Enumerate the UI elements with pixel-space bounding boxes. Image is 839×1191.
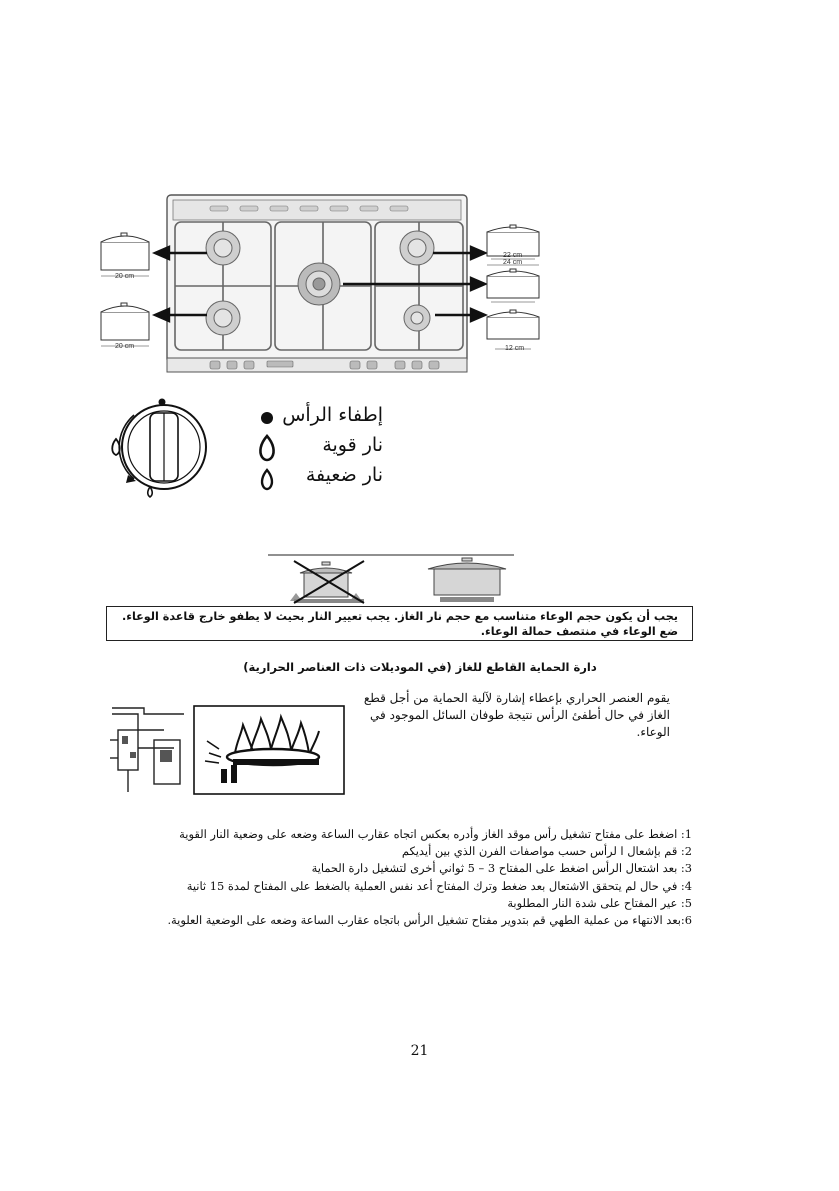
legend-low [258, 464, 398, 492]
dim-label-right-bottom: 12 cm [505, 345, 525, 352]
step-4: 4: في حال لم يتحقق الاشتعال بعد ضغط وترك المفتاح أعد نفس العملية بالضغط على المفتاح لمدة 15 ثانية [186, 878, 692, 893]
dim-label-left-bottom: 20 cm [115, 343, 135, 350]
operating-steps [110, 826, 692, 929]
legend-off [258, 404, 398, 432]
dim-label-right-a: 22 cm [503, 252, 523, 259]
step-1: 1: اضغط على مفتاح تشغيل رأس موقد الغاز وأدره بعكس اتجاه عقارب الساعة وضعه على وضعية النار القوية [179, 827, 692, 841]
thermocouple-description: يقوم العنصر الحراري بإعطاء إشارة لآلية الحماية من أجل قطع الغاز في حال أطفئ الرأس نتيجة طوفان السائل الموجود في الوعاء. [363, 691, 670, 739]
section-title: دارة الحماية القاطع للغاز (في الموديلات ذات العناصر الحرارية) [243, 660, 597, 674]
legend-low-label: نار ضعيفة [305, 464, 383, 486]
pot-size-illustration [268, 553, 514, 605]
control-knob-illustration [106, 395, 216, 500]
step-5: 5: عير المفتاح على شدة النار المطلوبة [507, 895, 692, 910]
page-number: 21 [410, 1043, 429, 1059]
large-flame-icon [258, 434, 276, 462]
step-6: 6:بعد الانتهاء من عملية الطهي قم بتدوير مفتاح تشغيل الرأس باتجاه عقارب الساعة وضعه على الوضعية العلوية. [167, 913, 692, 928]
filled-dot-icon [258, 404, 276, 430]
thermocouple-cross-section [104, 700, 190, 795]
legend-high-label: نار قوية [322, 434, 383, 456]
legend-high [258, 434, 398, 462]
legend-off-label: إطفاء الرأس [282, 404, 383, 426]
burner-flame-illustration [193, 705, 345, 795]
step-2: 2: قم بإشعال ا لرأس حسب مواصفات الفرن الذي بين أيديكم [401, 844, 692, 859]
pot-size-warning: يجب أن يكون حجم الوعاء متناسب مع حجم نار الغاز. يجب تعيير النار بحيث لا يطفو خارج قاعدة الوعاء. ضع الوعاء في منتصف حمالة الوعاء. [106, 606, 693, 641]
dim-label-right-b: 24 cm [503, 259, 523, 266]
dim-label-left-top: 20 cm [115, 273, 135, 280]
step-3: 3: بعد اشتعال الرأس اضغط على المفتاح 3 – 5 ثواني أخرى لتشغيل دارة الحماية [311, 861, 692, 876]
hob-diagram [95, 190, 550, 385]
small-flame-icon [258, 464, 276, 492]
